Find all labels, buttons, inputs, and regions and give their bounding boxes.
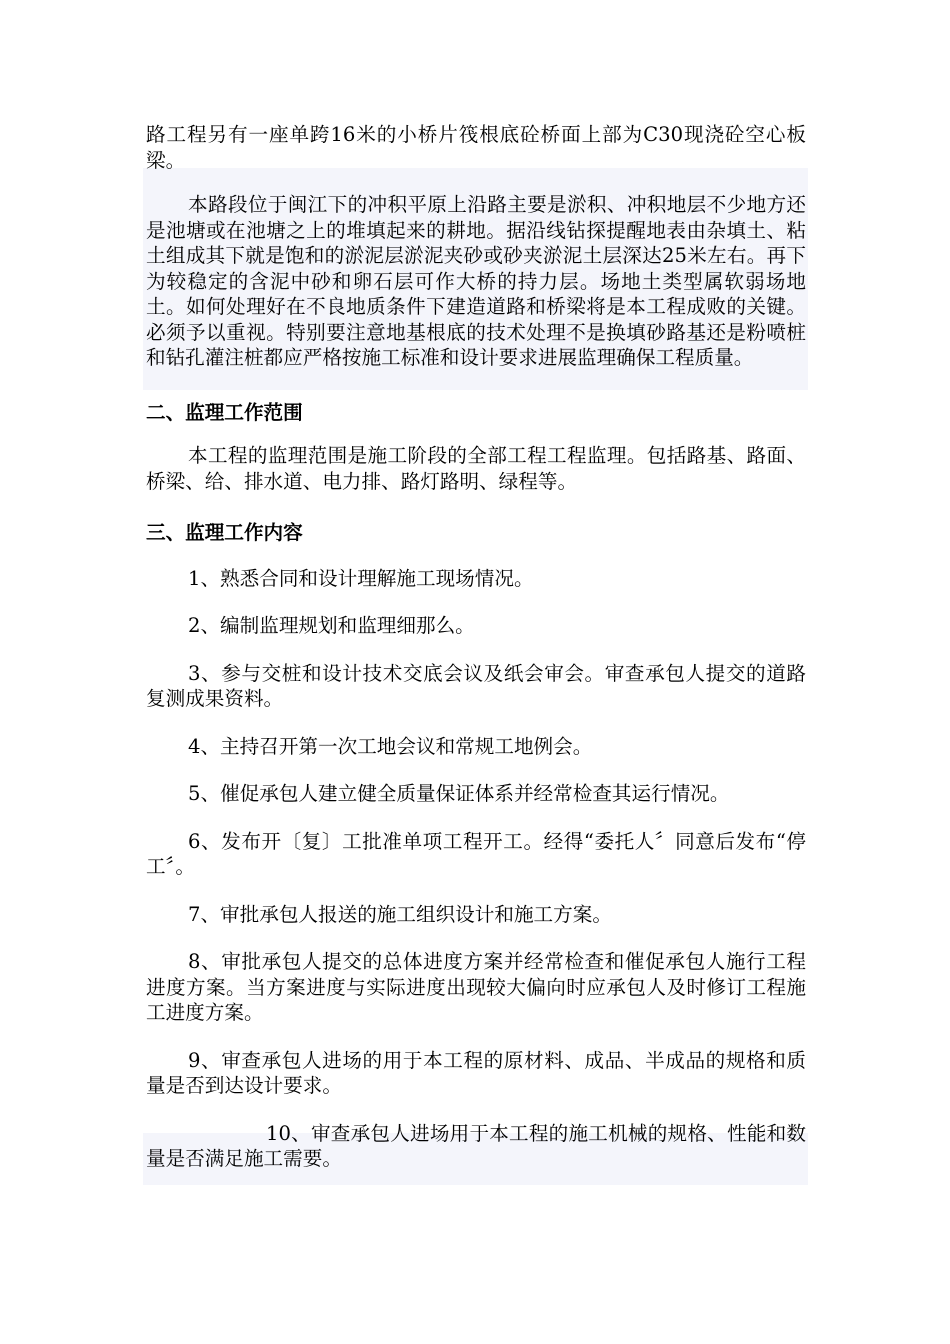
list-item: 5、催促承包人建立健全质量保证体系并经常检查其运行情况。: [188, 782, 730, 805]
list-item: 7、审批承包人报送的施工组织设计和施工方案。: [188, 902, 612, 926]
list-item: 8、审批承包人提交的总体进度方案并经常检查和催促承包人施行工程进度方案。当方案进度与实际进度出现较大偏向时应承包人及时修订工程施工进度方案。: [146, 950, 806, 1024]
paragraph-scope: 本工程的监理范围是施工阶段的全部工程工程监理。包括路基、路面、桥梁、给、排水道、电力排、路灯路明、绿程等。: [146, 444, 806, 493]
list-item: 1、熟悉合同和设计理解施工现场情况。: [188, 566, 534, 590]
document-body: [146, 122, 806, 1172]
paragraph-geology: 本路段位于闽江下的冲积平原上沿路主要是淤积、冲积地层不少地方还是池塘或在池塘之上的堆填起来的耕地。据沿线钻探提醒地表由杂填土、粘土组成其下就是饱和的淤泥层淤泥夹砂或砂夹淤泥土层深达25米左右。再下为较稳定的含泥中砂和卵石层可作大桥的持力层。场地土类型属软弱场地土。如何处理好在不良地质条件下建造道路和桥梁将是本工程成败的关键。必须予以重视。特别要注意地基根底的技术处理不是换填砂路基还是粉喷桩和钻孔灌注桩都应严格按施工标准和设计要求进展监理确保工程质量。: [146, 193, 806, 369]
heading-scope: 二、监理工作范围: [146, 400, 303, 424]
heading-work-content: 三、监理工作内容: [146, 521, 303, 544]
paragraph-intro-continuation: 路工程另有一座单跨16米的小桥片筏根底砼桥面上部为C30现浇砼空心板梁。: [146, 123, 806, 172]
list-item: 4、主持召开第一次工地会议和常规工地例会。: [188, 734, 593, 758]
list-item: 3、参与交桩和设计技术交底会议及纸会审会。审查承包人提交的道路复测成果资料。: [146, 661, 806, 710]
list-item: 9、审查承包人进场的用于本工程的原材料、成品、半成品的规格和质量是否到达设计要求。: [146, 1048, 806, 1097]
list-item: 10、审查承包人进场用于本工程的施工机械的规格、性能和数量是否满足施工需要。: [146, 1121, 806, 1170]
list-item: 2、编制监理规划和监理细那么。: [188, 614, 475, 637]
list-item: 6、发布开〔复〕工批准单项工程开工。经得“委托人〞同意后发布“停工〞。: [146, 829, 806, 878]
